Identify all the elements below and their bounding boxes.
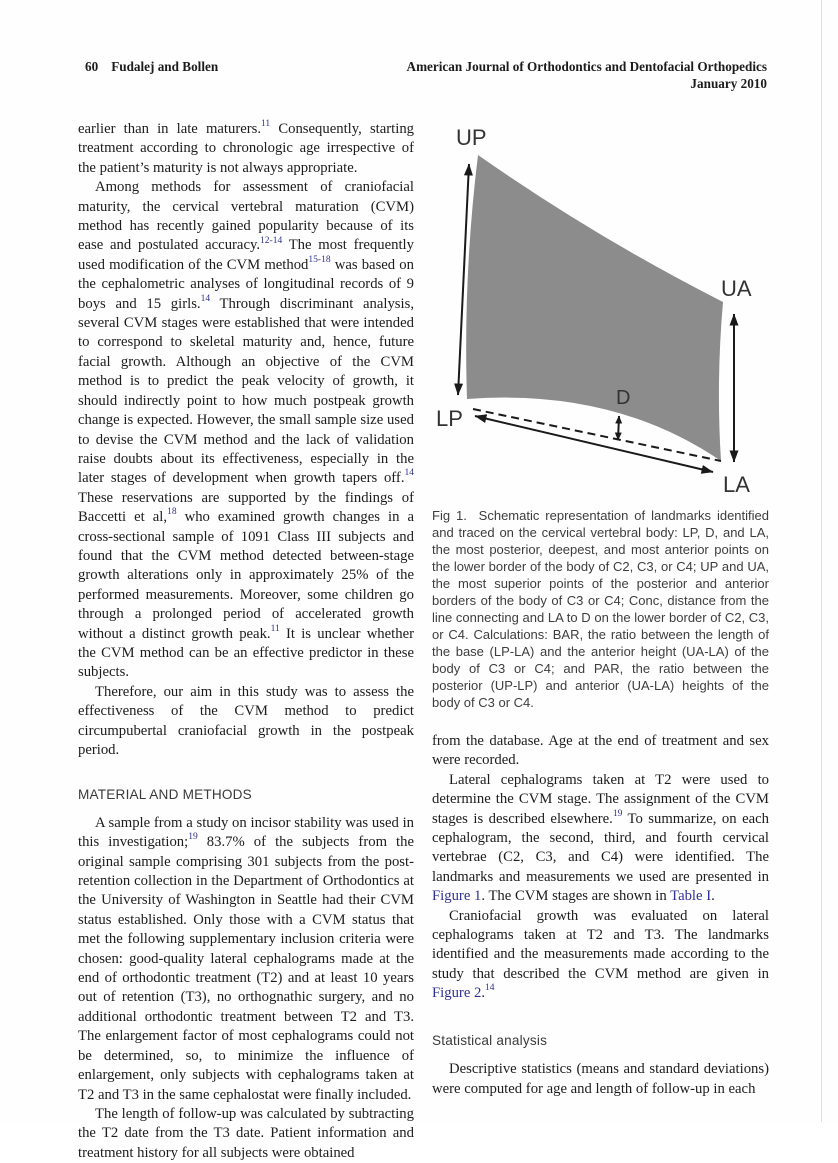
body-paragraph (432, 771, 769, 907)
citation-ref[interactable]: 12-14 (260, 235, 283, 246)
body-paragraph (78, 814, 414, 1105)
text-run: Through discriminant analysis, several CVM stages were established that were intended to correspond to skeletal maturity and, hence, future facial growth. Although an objective of the CVM method is to predict the peak velocity of growth, it should indirectly point to how much postpeak growth change is expected. However, the small sample size used to devise the CVM method and the lack of validation raise doubts about its effectiveness, especially in the later stages of development when growth tapers off. (78, 295, 414, 487)
label-la: LA (723, 472, 750, 497)
running-head-left (85, 59, 218, 75)
body-paragraph (432, 1060, 769, 1099)
body-paragraph (78, 1105, 414, 1163)
text-run: A sample from a study on incisor stability was used in this investigation; (78, 814, 414, 851)
text-run: was based on the cephalometric analyses of longitudinal records of 9 boys and 15 girls. (78, 256, 414, 312)
page-header (85, 59, 767, 92)
citation-ref[interactable]: 14 (200, 293, 211, 304)
text-run: Consequently, starting treatment according to chronologic age irrespective of the patient’s maturity is not always appropriate. (78, 121, 415, 176)
citation-ref[interactable]: 14 (485, 983, 495, 994)
fig1-diagram (432, 112, 769, 497)
label-up: UP (456, 125, 487, 150)
text-run: The length of follow-up was calculated by subtracting the T2 date from the T3 date. Patient information and treatment history for all subjects were obtained (78, 1105, 414, 1161)
text-run: Schematic representation of landmarks identified and traced on the cervical vertebral body: LP, D, and LA, the most posterior, deepest, and most anterior points on the lower border of the body of C2, C3, or C4; UP and UA, the most superior points of the posterior and anterior borders of the body of C3 or C4; Conc, distance from the line connecting and LA to D on the lower border of C2, C3, or C4. Calculations: BAR, the ratio between the length of the base (LP-LA) and the anterior height (UA-LA) of the body of C3 or C4; and PAR, the ratio between the posterior (UP-LP) and anterior (UA-LA) heights of the body of C3 or C4. (432, 508, 769, 710)
text-run: . (711, 888, 715, 905)
concavity-depth-arrow (618, 416, 619, 440)
body-paragraph (78, 120, 414, 178)
text-run: These reservations are supported by the findings of Baccetti et al, (78, 489, 414, 526)
citation-ref[interactable]: 18 (167, 507, 177, 518)
running-authors: Fudalej and Bollen (111, 59, 219, 74)
label-d: D (616, 387, 631, 409)
cross-reference-link[interactable]: Figure 1 (432, 888, 482, 905)
cross-reference-link[interactable]: Table I (670, 888, 712, 905)
figure-caption (432, 507, 769, 711)
text-run: earlier than in late maturers. (78, 121, 262, 137)
text-run: Fig 1. (432, 508, 467, 523)
text-run: The most frequently used modification of the CVM method (78, 237, 414, 273)
citation-ref[interactable]: 11 (261, 119, 271, 130)
text-run: 83.7% of the subjects from the original sample comprising 301 subjects from the post-retention collection in the Department of Orthodontics at the University of Washington in Seattle had their CVM status established. Only those with a CVM status that met the following supplementary inclusion criteria were chosen: good-quality lateral cephalograms made at the end of orthodontic treatment (T2) and at least 10 years out of retention (T3), no orthognathic surgery, and no additional orthodontic treatment between T2 and T3. The enlargement factor of most cephalograms could not be determined, so, to minimize the influence of enlargement, only subjects with cephalograms taken at T2 and T3 in the same cephalostat were finally included. (78, 834, 414, 1103)
body-paragraph (78, 178, 414, 683)
scan-edge-line (821, 0, 822, 1122)
cross-reference-link[interactable]: Figure 2 (432, 985, 482, 1002)
text-run: Lateral cephalograms taken at T2 were used to determine the CVM stage. The assignment of the CVM stages is described elsewhere. (432, 771, 769, 827)
text-run: . The CVM stages are shown in (481, 888, 671, 905)
text-run: It is unclear whether the CVM method can be an effective predictor in these subjects. (78, 625, 414, 681)
citation-ref[interactable]: 19 (188, 832, 198, 843)
label-ua: UA (721, 276, 752, 301)
text-run: To summarize, on each cephalogram, the second, third, and fourth cervical vertebrae (C2, C3, and C4) were identified. The landmarks and measurements we used are presented in (432, 810, 769, 885)
material-and-methods-heading: MATERIAL AND METHODS (78, 787, 252, 803)
body-paragraph (432, 907, 769, 1004)
citation-ref[interactable]: 15-18 (308, 254, 331, 265)
label-lp: LP (436, 406, 463, 431)
text-run: Therefore, our aim in this study was to assess the effectiveness of the CVM method to predict circumpubertal craniofacial growth in the postpeak period. (78, 683, 414, 758)
citation-ref[interactable]: 14 (404, 468, 414, 479)
body-paragraph (78, 683, 414, 761)
text-run: who examined growth changes in a cross-sectional sample of 1091 Class III subjects and found that the CVM method detected between-stage growth alterations only in approximately 25% of the performed measurements. Moreover, some children go through a prolonged period of accelerated growth without a distinct growth peak. (78, 509, 414, 642)
text-run: . (481, 985, 486, 1002)
right-column-text (432, 507, 769, 1099)
text-run: Craniofacial growth was evaluated on lateral cephalograms taken at T2 and T3. The landmarks identified and the measurements made according to the study that described the CVM method are given in (432, 907, 769, 982)
statistical-analysis-heading: Statistical analysis (432, 1032, 548, 1048)
text-run: Among methods for assessment of craniofacial maturity, the cervical vertebral maturation (CVM) method has recently gained popularity because of its ease and postulated accuracy. (78, 179, 414, 254)
issue-date: January 2010 (690, 75, 767, 91)
citation-ref[interactable]: 19 (612, 808, 623, 819)
running-head-right (407, 59, 767, 92)
page-number: 60 (85, 59, 99, 74)
citation-ref[interactable]: 11 (270, 623, 280, 634)
left-column (78, 120, 414, 1163)
journal-title: American Journal of Orthodontics and Dentofacial Orthopedics (406, 59, 767, 74)
text-run: from the database. Age at the end of treatment and sex were recorded. (432, 733, 769, 769)
text-run: Descriptive statistics (means and standard deviations) were computed for age and length of follow-up in each (432, 1061, 769, 1097)
right-column (432, 112, 769, 1099)
body-paragraph (432, 732, 769, 771)
